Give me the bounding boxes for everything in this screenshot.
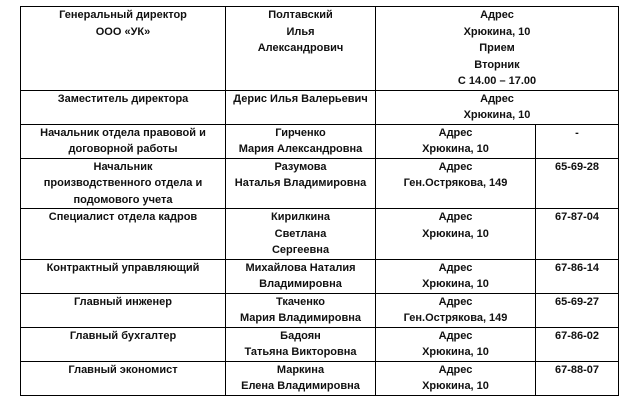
- address-cell: [376, 158, 536, 209]
- position-cell-line: договорной работы: [68, 143, 178, 155]
- employee-name-cell: [226, 209, 376, 260]
- employee-name-cell-line: Михайлова Наталия: [245, 261, 356, 274]
- position-cell: [21, 293, 226, 327]
- address-cell: [376, 327, 536, 361]
- address-cell: [376, 209, 536, 260]
- employee-name-cell-line: Бадоян: [280, 329, 321, 342]
- address-cell-line: Адрес: [438, 329, 473, 342]
- employee-name-cell: [226, 90, 376, 124]
- employee-name-cell-line: Александрович: [257, 42, 344, 54]
- employee-name-cell-line: Гирченко: [275, 126, 326, 139]
- address-cell-line: Хрюкина, 10: [422, 346, 489, 358]
- position-cell-line: Начальник отдела правовой и: [40, 126, 206, 139]
- phone-cell: [536, 124, 619, 158]
- position-cell-line: Специалист отдела кадров: [48, 211, 198, 223]
- table-row: [21, 259, 619, 293]
- position-cell: [21, 327, 226, 361]
- address-cell: [376, 90, 619, 124]
- address-cell-line: Хрюкина, 10: [463, 109, 531, 121]
- employee-name-cell-line: Мария Александровна: [238, 143, 363, 155]
- address-cell: [376, 7, 619, 91]
- position-cell: [21, 158, 226, 209]
- phone-cell: [536, 209, 619, 260]
- position-cell-line: производственного отдела и: [43, 177, 203, 189]
- table-row: [21, 209, 619, 260]
- employee-name-cell-line: Илья: [286, 25, 315, 38]
- phone-cell: [536, 361, 619, 395]
- position-cell-line: Начальник: [93, 160, 153, 173]
- employee-name-cell-line: Светлана: [274, 227, 327, 240]
- phone-number: 65-69-27: [554, 295, 600, 308]
- employee-name-cell-line: Полтавский: [268, 9, 333, 21]
- position-cell-line: Главный экономист: [68, 363, 178, 376]
- table-row: [21, 7, 619, 91]
- table-row: [21, 124, 619, 158]
- address-cell: [376, 361, 536, 395]
- table-row: [21, 361, 619, 395]
- employee-name-cell-line: Дерис Илья Валерьевич: [233, 92, 368, 105]
- address-cell-line: Хрюкина, 10: [463, 25, 531, 38]
- employee-name-cell-line: Ткаченко: [276, 295, 325, 308]
- position-cell: [21, 259, 226, 293]
- address-cell-line: Хрюкина, 10: [422, 143, 489, 155]
- address-cell-line: Адрес: [438, 160, 473, 173]
- employee-name-cell: [226, 293, 376, 327]
- phone-cell: [536, 327, 619, 361]
- phone-number: 67-88-07: [554, 363, 600, 376]
- address-cell-line: Ген.Острякова, 149: [403, 177, 508, 189]
- employee-name-cell: [226, 7, 376, 91]
- phone-number: 67-87-04: [554, 211, 600, 223]
- position-cell: [21, 361, 226, 395]
- table-row: [21, 158, 619, 209]
- position-cell: [21, 7, 226, 91]
- address-cell-line: Хрюкина, 10: [422, 227, 489, 240]
- position-cell-line: Генеральный директор: [59, 9, 187, 21]
- position-cell-line: Заместитель директора: [57, 92, 189, 105]
- address-cell-line: Адрес: [438, 261, 473, 274]
- address-cell-line: Адрес: [480, 9, 514, 21]
- employee-name-cell: [226, 124, 376, 158]
- address-cell-line: Адрес: [480, 92, 514, 105]
- position-cell-line: Главный инженер: [73, 295, 173, 308]
- table-row: [21, 90, 619, 124]
- position-cell: [21, 124, 226, 158]
- employee-name-cell-line: Татьяна Викторовна: [244, 346, 357, 358]
- table-row: [21, 293, 619, 327]
- employee-name-cell: [226, 158, 376, 209]
- position-cell-line: ООО «УК»: [95, 25, 151, 38]
- phone-number: -: [575, 126, 579, 139]
- position-cell-line: Контрактный управляющий: [46, 261, 200, 274]
- position-cell-line: подомового учета: [73, 193, 173, 206]
- position-cell-line: Главный бухгалтер: [69, 329, 177, 342]
- position-cell: [21, 209, 226, 260]
- employee-name-cell-line: Наталья Владимировна: [234, 177, 367, 189]
- phone-cell: [536, 158, 619, 209]
- staff-table-body: [21, 7, 619, 396]
- employee-name-cell: [226, 361, 376, 395]
- employee-name-cell-line: Мария Владимировна: [239, 312, 362, 324]
- address-cell: [376, 124, 536, 158]
- employee-name-cell: [226, 259, 376, 293]
- employee-name-cell-line: Маркина: [276, 363, 325, 376]
- employee-name-cell-line: Владимировна: [259, 278, 342, 290]
- staff-contacts-table: [20, 6, 619, 396]
- address-cell: [376, 259, 536, 293]
- employee-name-cell-line: Сергеевна: [271, 244, 330, 256]
- employee-name-cell-line: Разумова: [274, 160, 327, 173]
- employee-name-cell-line: Елена Владимировна: [241, 380, 360, 392]
- address-cell-line: Адрес: [438, 126, 473, 139]
- address-cell: [376, 293, 536, 327]
- address-cell-line: Хрюкина, 10: [422, 380, 489, 392]
- employee-name-cell: [226, 327, 376, 361]
- employee-name-cell-line: Кирилкина: [271, 211, 330, 223]
- phone-number: 65-69-28: [554, 160, 600, 173]
- address-cell-line: С 14.00 – 17.00: [457, 75, 537, 87]
- address-cell-line: Адрес: [438, 295, 473, 308]
- table-row: [21, 327, 619, 361]
- address-cell-line: Адрес: [438, 363, 473, 376]
- address-cell-line: Ген.Острякова, 149: [403, 312, 508, 324]
- address-cell-line: Прием: [479, 42, 515, 54]
- phone-number: 67-86-14: [554, 261, 600, 274]
- address-cell-line: Адрес: [438, 211, 473, 223]
- phone-number: 67-86-02: [554, 329, 600, 342]
- phone-cell: [536, 259, 619, 293]
- phone-cell: [536, 293, 619, 327]
- position-cell: [21, 90, 226, 124]
- address-cell-line: Вторник: [474, 58, 520, 71]
- address-cell-line: Хрюкина, 10: [422, 278, 489, 290]
